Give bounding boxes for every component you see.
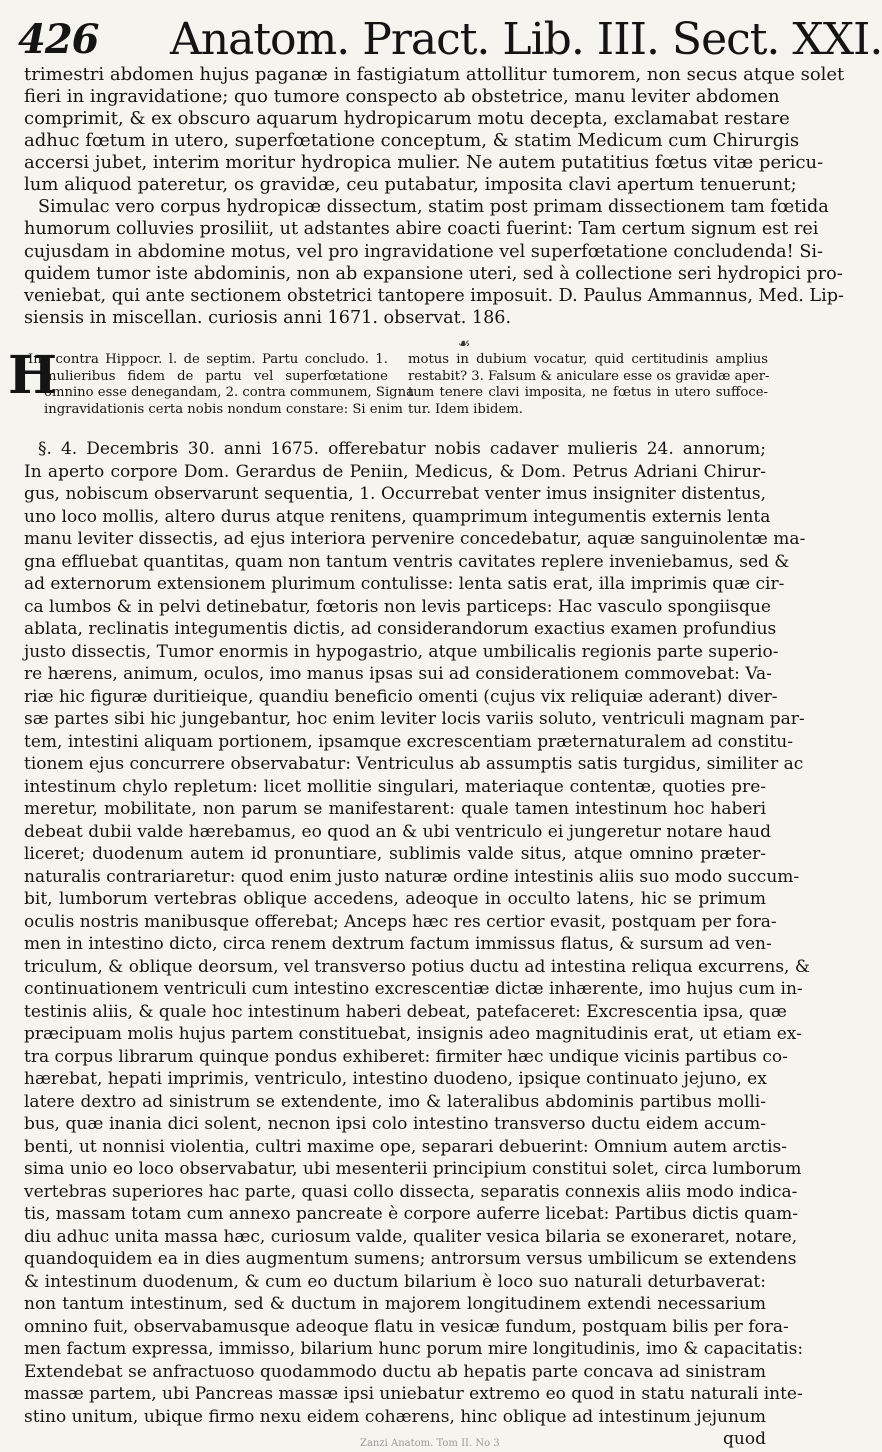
note-line: restabit? 3. Falsum & aniculare esse os gravidæ aper- (408, 368, 770, 384)
note-line: Inc contra Hippocr. l. de septim. Partu concludo. 1. (28, 352, 388, 367)
text-line: §. 4. Decembris 30. anni 1675. offerebatur nobis cadaver mulieris 24. annorum; (38, 439, 766, 459)
paragraph-2 (24, 196, 844, 330)
text-line: men factum expressa, immisso, bilarium hunc porum mire longitudinis, imo & capacitatis: (24, 1339, 804, 1359)
text-line: In aperto corpore Dom. Gerardus de Peniin, Medicus, & Dom. Petrus Adriani Chirur- (24, 461, 766, 482)
note-line: mulieribus fidem de partu vel superfœtatione (44, 368, 388, 384)
text-line: siensis in miscellan. curiosis anni 1671. observat. 186. (24, 308, 512, 329)
text-line: justo dissectis, Tumor enormis in hypogastrio, atque umbilicalis regionis parte superio- (24, 641, 779, 662)
text-line: ablata, reclinatis integumentis dictis, ad considerandorum exactius examen profundius (24, 619, 777, 639)
drop-cap: H (8, 345, 58, 406)
note-line: motus in dubium vocatur, quid certitudinis amplius (408, 352, 768, 367)
text-line: re hærens, animum, oculos, imo manus ipsas sui ad considerationem commovebat: Va- (24, 664, 772, 684)
text-line: testinis aliis, & quale hoc intestinum haberi debeat, patefaceret: Excrescentia ipsa, quæ (24, 1001, 787, 1022)
text-line: omnino fuit, observabamusque adeoque flatu in vesicæ fundum, postquam bilis per fora- (24, 1316, 789, 1337)
text-line: triculum, & oblique deorsum, vel transverso potius ductu ad intestina reliqua excurrens, & (24, 956, 810, 977)
text-line: veniebat, qui ante sectionem obstetrici tantopere imposuit. D. Paulus Ammannus, Med. Lip- (24, 286, 844, 307)
text-line: liceret; duodenum autem id pronuntiare, sublimis valde situs, atque omnino præter- (24, 844, 766, 864)
note-line: tur. Idem ibidem. (408, 401, 524, 417)
text-line: hærebat, hepati imprimis, ventriculo, intestino duodeno, ipsique continuato jejuno, ex (24, 1069, 767, 1089)
text-line: sima unio eo loco observabatur, ubi mesenterii principium constitui solet, circa lumborum (24, 1159, 802, 1179)
note-line: tum tenere clavi imposita, ne fœtus in utero suffoce- (408, 385, 768, 400)
scholion-notes (8, 345, 770, 417)
text-line: tionem ejus concurrere observabatur: Ventriculus ab assumptis satis turgidus, similiter ac (24, 754, 804, 774)
text-line: tis, massam totam cum annexo pancreate è corpore auferre licebat: Partibus dictis quam- (24, 1204, 799, 1224)
text-line: & intestinum duodenum, & cum eo ductum bilarium è loco suo naturali deturbaverat: (24, 1271, 766, 1292)
ornament-separator: ☙ (457, 335, 471, 352)
catchword: quod (723, 1429, 766, 1449)
text-line: men in intestino dicto, circa renem dextrum factum immissus flatus, & sursum ad ven- (24, 934, 772, 954)
text-line: continuationem ventriculi cum intestino excrescentiæ dictæ inhærente, imo hujus cum in- (24, 979, 803, 999)
text-line: diu adhuc unita massa hæc, curiosum valde, qualiter vesica bilaria se exoneraret, notare, (24, 1226, 798, 1247)
text-line: comprimit, & ex obscuro aquarum hydropicarum motu decepta, exclamabat restare (24, 108, 790, 129)
paragraph-1 (24, 64, 845, 196)
text-line: bus, quæ inania dici solent, necnon ipsi colo intestino transverso ductu eidem accum- (24, 1114, 766, 1134)
text-line: cujusdam in abdomine motus, vel pro ingravidatione vel superfœtatione concludenda! Si- (24, 241, 823, 262)
footer-bleed-through: Zanzi Anatom. Tom II. No 3 (360, 1438, 500, 1449)
text-line: meretur, mobilitate, non parum se manifestarent: quale tamen intestinum hoc haberi (24, 799, 766, 819)
page-header (18, 10, 882, 70)
text-line: uno loco mollis, altero durus atque renitens, quamprimum integumentis externis lenta (24, 506, 771, 527)
text-line: ad externorum extensionem plurimum contulisse: lenta satis erat, illa imprimis quæ cir- (24, 574, 785, 594)
body-text (24, 64, 845, 358)
text-line: gna effluebat quantitas, quam non tantum ventris cavitates replere inveniebamus, sed & (24, 551, 790, 572)
text-line: accersi jubet, interim moritur hydropica mulier. Ne autem putatitius fœtus vitæ pericu- (24, 152, 824, 173)
note-line: ingravidationis certa nobis nondum constare: Si enim (44, 401, 403, 417)
text-line: benti, ut nonnisi violentia, cultri maxime ope, separari debuerint: Omnium autem arctis- (24, 1136, 787, 1157)
text-line: non tantum intestinum, sed & ductum in majorem longitudinem extendi necessarium (24, 1294, 766, 1314)
text-line: lum aliquod pateretur, os gravidæ, ceu putabatur, imposita clavi apertum tenuerunt; (24, 174, 797, 195)
text-line: sæ partes sibi hic jungebantur, hoc enim leviter locis variis soluto, ventriculi magnam par- (24, 709, 805, 729)
text-line: intestinum chylo repletum: licet mollitie singulari, materiaque contentæ, quoties pre- (24, 776, 766, 797)
text-line: bit, lumborum vertebras oblique accedens, adeoque in occulto latens, hic se primum (24, 889, 766, 909)
text-line: riæ hic figuræ duritieique, quandiu beneficio omenti (cujus vix reliquiæ aderant) diver- (24, 686, 778, 707)
text-line: quandoquidem ea in dies augmentum sumens; antrorsum versus umbilicum se extendens (24, 1249, 797, 1269)
text-line: humorum colluvies prosiliit, ut adstantes abire coacti fuerint: Tam certum signum est rei (24, 219, 819, 240)
notes-left-column (8, 345, 414, 418)
note-line: omnino esse denegandam, 2. contra communem, Signa (44, 385, 414, 400)
text-line: Simulac vero corpus hydropicæ dissectum, statim post primam dissectionem tam fœtida (38, 197, 829, 217)
text-line: tra corpus librarum quinque pondus exhiberet: firmiter hæc undique vicinis partibus co- (24, 1046, 788, 1067)
text-line: præcipuam molis hujus partem constituebat, insignis adeo magnitudinis erat, ut etiam ex- (24, 1024, 802, 1044)
text-line: naturalis contrariaretur: quod enim justo naturæ ordine intestinis aliis suo modo succum- (24, 866, 800, 887)
text-line: tem, intestini aliquam portionem, ipsamque excrescentiam præternaturalem ad constitu- (24, 731, 793, 752)
text-line: ca lumbos & in pelvi detinebatur, fœtoris non levis particeps: Hac vasculo spongiisque (24, 596, 771, 617)
text-line: fieri in ingravidatione; quo tumore conspecto ab obstetrice, manu leviter abdomen (24, 86, 780, 107)
text-line: Extendebat se anfractuoso quodammodo ductu ab hepatis parte concava ad sinistram (24, 1361, 766, 1382)
section-4-text (24, 438, 810, 1451)
page-number: 426 (18, 16, 99, 63)
text-line: adhuc fœtum in utero, superfœtatione conceptum, & statim Medicum cum Chirurgis (24, 130, 800, 151)
text-line: trimestri abdomen hujus paganæ in fastigiatum attollitur tumorem, non secus atque solet (24, 64, 845, 85)
text-line: vertebras superiores hac parte, quasi collo dissecta, separatis connexis aliis modo indica- (24, 1181, 798, 1202)
text-line: stino unitum, ubique firmo nexu eidem cohærens, hinc oblique ad intestinum jejunum (24, 1406, 766, 1427)
text-line: manu leviter dissectis, ad ejus interiora pervenire concedebatur, aquæ sanguinolentæ ma- (24, 529, 806, 549)
text-line: quidem tumor iste abdominis, non ab expansione uteri, sed à collectione seri hydropici pro- (24, 263, 843, 284)
text-line: gus, nobiscum observarunt sequentia, 1. Occurrebat venter imus insigniter distentus, (24, 484, 766, 504)
text-line: oculis nostris manibusque offerebat; Anceps hæc res certior evasit, postquam per fora- (24, 911, 777, 932)
text-line: debeat dubii valde hærebamus, eo quod an & ubi ventriculo ei jungeretur notare haud (24, 821, 771, 842)
text-line: latere dextro ad sinistrum se extendente, imo & lateralibus abdominis partibus molli- (24, 1091, 766, 1112)
running-title: Anatom. Pract. Lib. III. Sect. XXI. (170, 14, 882, 65)
text-line: massæ partem, ubi Pancreas massæ ipsi uniebatur extremo eo quod in statu naturali inte- (24, 1384, 803, 1404)
notes-right-column (408, 352, 768, 418)
